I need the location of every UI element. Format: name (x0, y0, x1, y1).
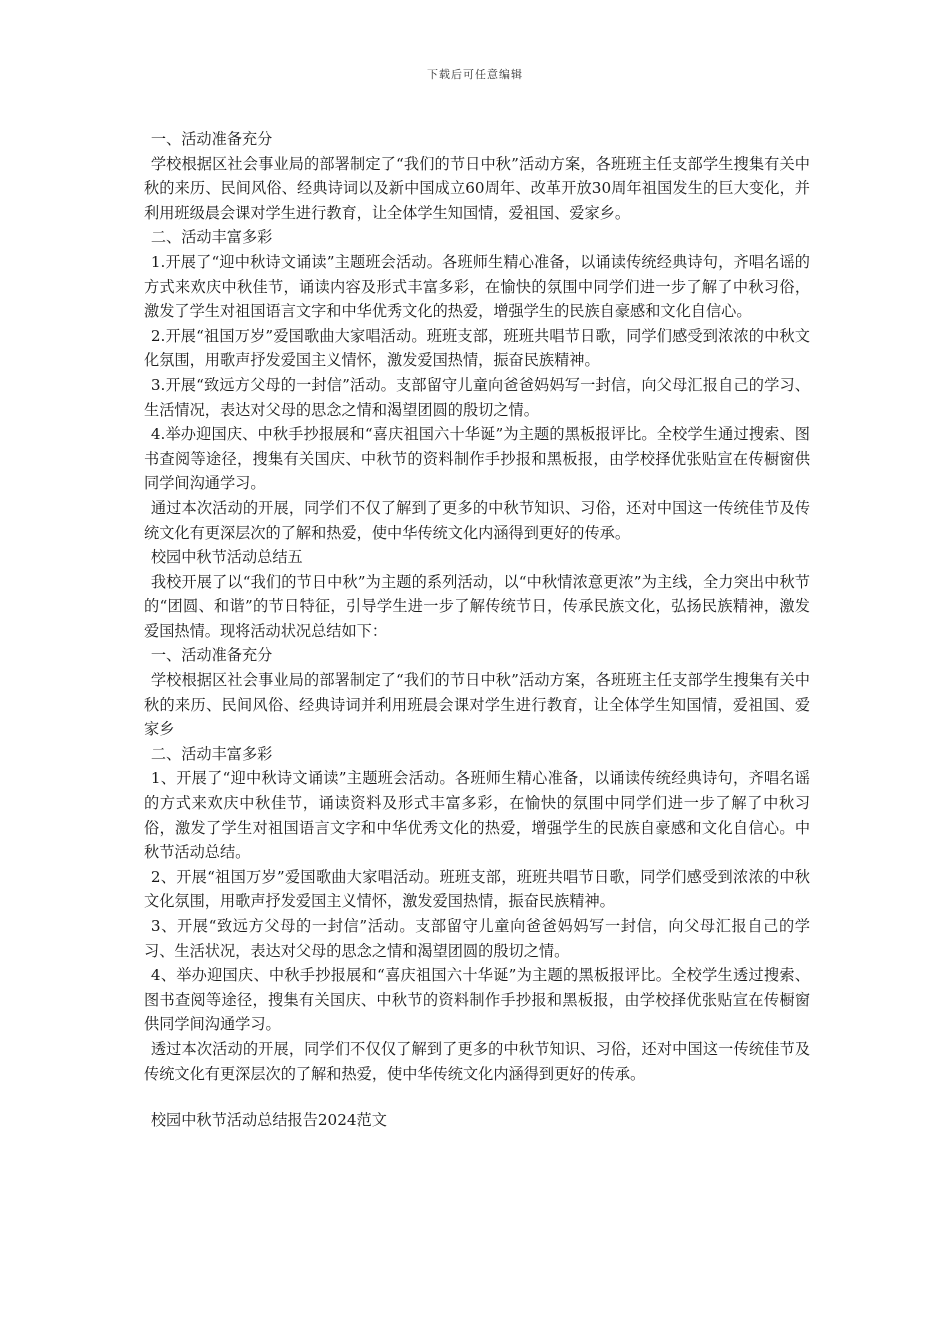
section-heading-activities: 二、活动丰富多彩 (150, 228, 273, 247)
section-heading-activities-2: 二、活动丰富多彩 (150, 744, 273, 763)
paragraph-activity-4: 4.举办迎国庆、中秋手抄报展和“喜庆祖国六十华诞”为主题的黑板报评比。全校学生通过搜索、图书查阅等途径，搜集有关国庆、中秋节的资料制作手抄报和黑板报，由学校择优张贴宣在传橱窗供同学间沟通学习。 (144, 425, 810, 493)
closing-title: 校园中秋节活动总结报告2024范文 (150, 1111, 387, 1130)
section-title-summary-five: 校园中秋节活动总结五 (150, 548, 303, 567)
paragraph-activity-1-b: 1、开展了“迎中秋诗文诵读”主题班会活动。各班师生精心准备，以诵读传统经典诗句，齐唱名谣的方式来欢庆中秋佳节，诵读资料及形式丰富多彩，在愉快的氛围中同学们进一步了解了中秋习俗，激发了学生对祖国语言文字和中华优秀文化的热爱，增强学生的民族自豪感和文化自信心。中秋节活动总结。 (144, 769, 810, 862)
paragraph-conclusion: 通过本次活动的开展，同学们不仅了解到了更多的中秋节知识、习俗，还对中国这一传统佳节及传统文化有更深层次的了解和热爱，使中华传统文化内涵得到更好的传承。 (144, 498, 810, 542)
paragraph-activity-3-b: 3、开展“致远方父母的一封信”活动。支部留守儿童向爸爸妈妈写一封信，向父母汇报自己的学习、生活状况，表达对父母的思念之情和渴望团圆的殷切之情。 (144, 917, 810, 960)
paragraph-activity-4-b: 4、举办迎国庆、中秋手抄报展和“喜庆祖国六十华诞”为主题的黑板报评比。全校学生透过搜索、图书查阅等途径，搜集有关国庆、中秋节的资料制作手抄报和黑板报，由学校择优张贴宣在传橱窗供同学间沟通学习。 (144, 966, 810, 1034)
paragraph-conclusion-2: 透过本次活动的开展，同学们不仅仅了解到了更多的中秋节知识、习俗，还对中国这一传统佳节及传统文化有更深层次的了解和热爱，使中华传统文化内涵得到更好的传承。 (144, 1039, 810, 1083)
section-heading-preparation: 一、活动准备充分 (150, 130, 273, 148)
paragraph-spacer (144, 1086, 810, 1108)
document-body (144, 127, 810, 1133)
paragraph-activity-1: 1.开展了“迎中秋诗文诵读”主题班会活动。各班师生精心准备，以诵读传统经典诗句，齐唱名谣的方式来欢庆中秋佳节，诵读内容及形式丰富多彩，在愉快的氛围中同学们进一步了解了中秋习俗，激发了学生对祖国语言文字和中华优秀文化的热爱，增强学生的民族自豪感和文化自信心。 (144, 252, 810, 321)
paragraph-activity-2-b: 2、开展“祖国万岁”爱国歌曲大家唱活动。班班支部，班班共唱节日歌，同学们感受到浓浓的中秋文化氛围，用歌声抒发爱国主义情怀，激发爱国热情，振奋民族精神。 (144, 867, 810, 911)
paragraph-activity-3: 3.开展“致远方父母的一封信”活动。支部留守儿童向爸爸妈妈写一封信，向父母汇报自己的学习、生活情况，表达对父母的思念之情和渴望团圆的殷切之情。 (144, 375, 810, 419)
section-heading-preparation-2: 一、活动准备充分 (150, 646, 273, 665)
paragraph-intro-summary-five: 我校开展了以“我们的节日中秋”为主题的系列活动，以“中秋情浓意更浓”为主线，全力突出中秋节的“团圆、和谐”的节日特征，引导学生进一步了解传统节日，传承民族文化，弘扬民族精神，激发爱国热情。现将活动状况总结如下： (144, 572, 810, 640)
paragraph-preparation: 学校根据区社会事业局的部署制定了“我们的节日中秋”活动方案，各班班主任支部学生搜集有关中秋的来历、民间风俗、经典诗词以及新中国成立60周年、改革开放30周年祖国发生的巨大变化，并利用班级晨会课对学生进行教育，让全体学生知国情，爱祖国、爱家乡。 (144, 154, 810, 222)
paragraph-activity-2: 2.开展“祖国万岁”爱国歌曲大家唱活动。班班支部，班班共唱节日歌，同学们感受到浓浓的中秋文化氛围，用歌声抒发爱国主义情怀，激发爱国热情，振奋民族精神。 (144, 326, 810, 370)
paragraph-preparation-2: 学校根据区社会事业局的部署制定了“我们的节日中秋”活动方案，各班班主任支部学生搜集有关中秋的来历、民间风俗、经典诗词并利用班晨会课对学生进行教育，让全体学生知国情，爱祖国、爱家乡 (144, 671, 810, 739)
page-header-note: 下载后可任意编辑 (427, 68, 523, 81)
